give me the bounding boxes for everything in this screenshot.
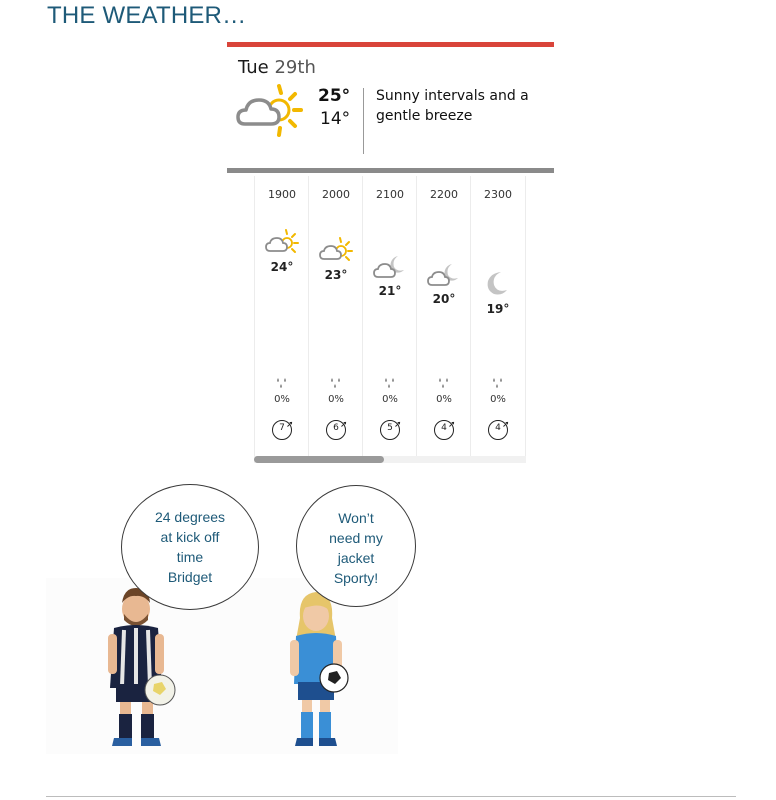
wind-speed: 7 <box>279 423 285 433</box>
wind-direction-arrow-icon: ➚ <box>502 420 510 430</box>
hourly-forecast[interactable] <box>254 176 526 462</box>
female-player-figure <box>290 592 348 746</box>
raindrops-icon <box>383 376 397 395</box>
divider <box>363 88 364 154</box>
male-player-figure <box>108 588 175 746</box>
hour-time: 2300 <box>484 188 512 201</box>
sunny-intervals-icon <box>235 82 305 146</box>
speech-bubble-right-text: Won’t need my jacket Sporty! <box>329 510 383 586</box>
wind-speed-badge <box>326 420 348 440</box>
wind-direction-arrow-icon: ➚ <box>340 420 348 430</box>
speech-bubble-left-text: 24 degrees at kick off time Bridget <box>154 509 226 585</box>
hour-time: 2200 <box>430 188 458 201</box>
hour-column <box>362 176 417 462</box>
horizontal-scrollbar[interactable] <box>254 456 526 463</box>
weather-summary: Sunny intervals and a gentle breeze <box>376 88 529 124</box>
hour-temp: 24° <box>270 260 294 274</box>
temp-high: 25° <box>318 86 351 106</box>
day-forecast-card[interactable] <box>227 42 554 173</box>
day-date: 29th <box>274 57 316 78</box>
hour-temp: 19° <box>486 302 510 316</box>
rain-chance: 0% <box>328 394 344 405</box>
card-top-border <box>227 42 554 47</box>
rain-chance: 0% <box>490 394 506 405</box>
wind-speed: 5 <box>387 423 393 433</box>
card-bottom-border <box>227 168 554 173</box>
wind-direction-arrow-icon: ➚ <box>394 420 402 430</box>
hour-column <box>416 176 471 462</box>
wind-speed-badge <box>434 420 456 440</box>
bottom-divider <box>46 796 736 797</box>
hour-time: 1900 <box>268 188 296 201</box>
raindrops-icon <box>491 376 505 395</box>
wind-direction-arrow-icon: ➚ <box>286 420 294 430</box>
hour-time: 2100 <box>376 188 404 201</box>
hour-column <box>470 176 526 462</box>
raindrops-icon <box>275 376 289 395</box>
hour-temp: 21° <box>378 284 402 298</box>
wind-speed-badge <box>380 420 402 440</box>
hour-temp: 23° <box>324 268 348 282</box>
speech-bubble-left <box>121 484 259 610</box>
wind-speed-badge <box>488 420 510 440</box>
rain-chance: 0% <box>436 394 452 405</box>
speech-bubble-right <box>296 485 416 607</box>
page-title: THE WEATHER… <box>47 2 247 29</box>
day-label <box>238 57 316 78</box>
rain-chance: 0% <box>382 394 398 405</box>
partly-cloudy-night-icon <box>372 252 408 282</box>
rain-chance: 0% <box>274 394 290 405</box>
day-name: Tue <box>238 57 269 78</box>
hour-column <box>254 176 309 462</box>
sunny-intervals-icon <box>264 228 300 258</box>
wind-speed: 4 <box>495 423 501 433</box>
wind-speed: 6 <box>333 423 339 433</box>
clear-night-icon <box>480 268 516 298</box>
scrollbar-thumb[interactable] <box>254 456 384 463</box>
wind-direction-arrow-icon: ➚ <box>448 420 456 430</box>
wind-speed-badge <box>272 420 294 440</box>
wind-speed: 4 <box>441 423 447 433</box>
hour-time: 2000 <box>322 188 350 201</box>
hour-temp: 20° <box>432 292 456 306</box>
raindrops-icon <box>437 376 451 395</box>
sunny-intervals-icon <box>318 236 354 266</box>
hour-column <box>308 176 363 462</box>
raindrops-icon <box>329 376 343 395</box>
temp-low: 14° <box>320 109 351 129</box>
partly-cloudy-night-icon <box>426 260 462 290</box>
